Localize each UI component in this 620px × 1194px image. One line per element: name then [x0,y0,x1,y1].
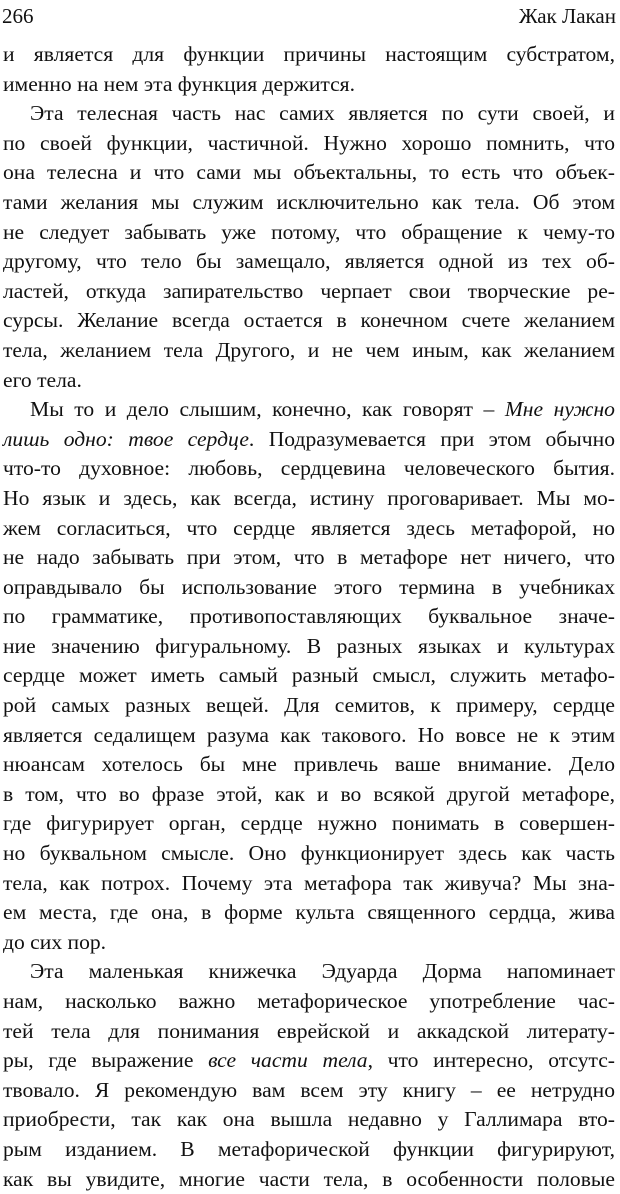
text-segment: его тела. [3,367,82,392]
italic-phrase: все части тела [208,1048,368,1073]
text-segment: Но язык и здесь, как всегда, истину проговаривает. Мы мо- [3,485,615,510]
text-line [3,99,615,129]
text-line [3,277,615,307]
text-segment: Эта маленькая книжечка Эдуарда Дорма напоминает [30,959,615,984]
text-line [3,780,615,810]
text-segment: Эта телесная часть нас самих является по сути своей, и [30,101,615,126]
text-line [3,898,615,928]
text-line [3,661,615,691]
page-number: 266 [2,4,34,28]
text-line [3,928,615,958]
text-line [3,1165,615,1194]
text-segment: ем места, где она, в форме культа священного сердца, жива [3,900,615,925]
text-segment: оправдывало бы использование этого термина в учебниках [3,574,615,599]
text-segment: ластей, откуда запирательство черпает свои творческие ре- [3,278,615,303]
text-line [3,987,615,1017]
text-line [3,543,615,573]
text-segment: ние значению фигуральному. В разных языках и культурах [3,633,615,658]
text-segment: приобрести, так как она вышла недавно у Галлимара вто- [3,1107,615,1132]
text-line [3,632,615,662]
text-segment: нюансам хотелось бы мне привлечь ваше внимание. Дело [3,752,615,777]
text-line [3,869,615,899]
text-segment: не надо забывать при этом, что в метафоре нет ничего, что [3,545,615,570]
text-segment: тей тела для понимания еврейской и аккадской литерату- [3,1018,615,1043]
text-line [3,514,615,544]
text-line [3,839,615,869]
text-segment: по своей функции, частичной. Нужно хорошо помнить, что [3,130,615,155]
text-line [3,188,615,218]
text-segment: твовало. Я рекомендую вам всем эту книгу – ее нетрудно [3,1077,615,1102]
text-segment: сурсы. Желание всегда остается в конечном счете желанием [3,308,615,333]
italic-phrase: Мне нужно [504,397,615,422]
text-line [3,129,615,159]
text-segment: нам, насколько важно метафорическое употребление час- [3,989,615,1013]
text-line [3,691,615,721]
text-segment: Мы то и дело слышим, конечно, как говорят – [30,397,505,422]
text-line [3,1046,615,1076]
text-segment: где фигурирует орган, сердце нужно понимать в совершен- [3,811,615,836]
text-segment: она телесна и что сами мы объектальны, то есть что объек- [3,160,615,185]
text-segment: тела, желанием тела Другого, и не чем иным, как желанием [3,337,615,362]
text-line [3,602,615,632]
text-line [3,306,615,336]
text-line [3,70,615,100]
text-segment: до сих пор. [3,929,107,954]
text-segment: что-то духовное: любовь, сердцевина человеческого бытия. [3,456,615,481]
text-segment: в том, что во фразе этой, как и во всякой другой метафоре, [3,781,615,806]
running-title: Жак Лакан [518,4,616,28]
text-segment: сердце может иметь самый разный смысл, служить метафо- [3,663,615,688]
text-line [3,1017,615,1047]
text-segment: но буквальном смысле. Оно функционирует здесь как часть [3,841,615,866]
text-line [3,809,615,839]
text-segment: тела, как потрох. Почему эта метафора так живуча? Мы зна- [3,870,615,895]
running-head [2,2,616,30]
text-segment: жем согласиться, что сердце является здесь метафорой, но [3,515,615,540]
text-line [3,425,615,455]
text-segment: . Подразумевается при этом обычно [248,426,615,451]
text-line [3,366,615,396]
text-line [3,336,615,366]
text-line [3,40,615,70]
text-line [3,454,615,484]
text-line [3,218,615,248]
text-segment: является седалищем разума как такового. Но вовсе не к этим [3,722,615,747]
body-text [3,40,615,1194]
text-segment: рой самых разных вещей. Для семитов, к примеру, сердце [3,693,615,718]
text-segment: другому, что тело бы замещало, является одной из тех об- [3,249,615,274]
text-line [3,957,615,987]
text-line [3,750,615,780]
text-segment: рым изданием. В метафорической функции фигурируют, [3,1136,615,1161]
text-segment: по грамматике, противопоставляющих буквальное значе- [3,604,615,629]
text-line [3,247,615,277]
text-segment: , что интересно, отсутс- [367,1048,615,1073]
text-line [3,1135,615,1165]
text-segment: как вы увидите, многие части тела, в особенности половые [3,1166,615,1191]
text-line [3,158,615,188]
text-line [3,1076,615,1106]
text-segment: ры, где выражение [3,1048,209,1073]
text-line [3,484,615,514]
text-segment: тами желания мы служим исключительно как тела. Об этом [3,189,615,214]
text-segment: именно на нем эта функция держится. [3,71,356,96]
text-line [3,573,615,603]
text-line [3,721,615,751]
text-segment: и является для функции причины настоящим субстратом, [3,42,615,66]
italic-phrase: лишь одно: твое сердце [3,426,249,451]
text-segment: не следует забывать уже потому, что обращение к чему-то [3,219,615,244]
text-line [3,1105,615,1135]
text-line [3,395,615,425]
